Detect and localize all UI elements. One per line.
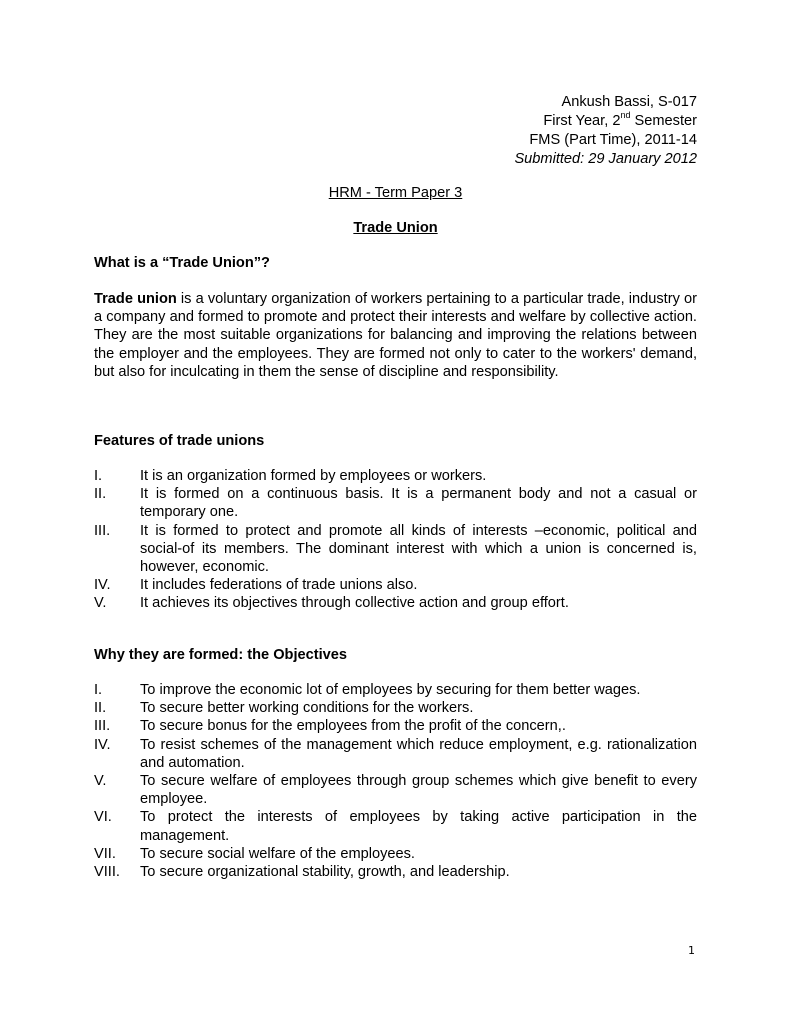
item-number: IV. [94,577,111,594]
item-text: To secure social welfare of the employees. [140,845,415,862]
item-number: II. [94,700,107,717]
paper-title: Trade Union [353,220,438,236]
list-item [94,736,697,772]
author-line: Ankush Bassi, S-017 [561,94,697,110]
list-item [94,576,697,594]
item-number: I. [94,682,103,698]
item-number: VIII. [94,864,120,881]
objectives-heading: Why they are formed: the Objectives [94,647,348,663]
list-item [94,485,697,521]
list-item [94,808,697,844]
item-text: To protect the interests of employees by taking active participation in the management. [140,809,697,844]
program-line: FMS (Part Time), 2011-14 [529,132,697,148]
item-text: It includes federations of trade unions also. [140,577,418,594]
item-number: VI. [94,809,112,826]
item-number: V. [94,595,107,612]
definition-text: is a voluntary organization of workers pertaining to a particular trade, industry or a company and formed to promote and protect their interests and welfare by collective action. They are the most suitable organizations for balancing and improving the relations between the employer and the employees. They are formed not only to cater to the workers' demand, but also for inculcating in them the sense of discipline and responsibility. [94,291,698,380]
item-number: VII. [94,845,116,862]
definition-paragraph [94,290,697,381]
year-prefix: First Year, 2 [543,113,621,129]
paper-subject: HRM - Term Paper 3 [328,185,463,201]
list-item [94,699,697,717]
page-number: 1 [688,944,695,957]
submitted-date: Submitted: 29 January 2012 [514,151,697,167]
list-item [94,467,697,485]
list-item [94,681,697,699]
item-number: III. [94,522,111,539]
list-item [94,845,697,863]
item-number: I. [94,468,103,484]
item-text: To secure organizational stability, growth, and leadership. [140,864,510,881]
list-item [94,717,697,735]
list-item [94,772,697,808]
definition-term: Trade union [94,291,177,307]
item-number: V. [94,773,107,790]
author-header [94,93,697,169]
item-number: II. [94,486,107,503]
item-text: It is formed to protect and promote all kinds of interests –economic, political and social-of its members. The dominant interest with which a union is concerned is, however, economic. [140,522,697,576]
year-suffix: Semester [630,113,697,129]
item-text: It is formed on a continuous basis. It is a permanent body and not a casual or temporary one. [140,486,697,521]
year-superscript: nd [620,110,631,121]
item-number: III. [94,718,111,735]
features-list [94,467,697,613]
item-text: It is an organization formed by employees or workers. [140,468,487,484]
list-item [94,863,697,881]
list-item [94,522,697,577]
objectives-list [94,681,697,881]
item-text: It achieves its objectives through collective action and group effort. [140,595,569,612]
what-heading: What is a “Trade Union”? [94,255,270,271]
year-line [94,112,697,131]
item-text: To secure bonus for the employees from the profit of the concern,. [140,718,566,735]
list-item [94,594,697,612]
item-text: To improve the economic lot of employees by securing for them better wages. [140,682,641,698]
item-number: IV. [94,736,111,753]
item-text: To secure better working conditions for the workers. [140,700,474,717]
item-text: To resist schemes of the management which reduce employment, e.g. rationalization and automation. [140,736,697,771]
item-text: To secure welfare of employees through group schemes which give benefit to every employee. [140,773,697,808]
features-heading: Features of trade unions [94,433,265,449]
